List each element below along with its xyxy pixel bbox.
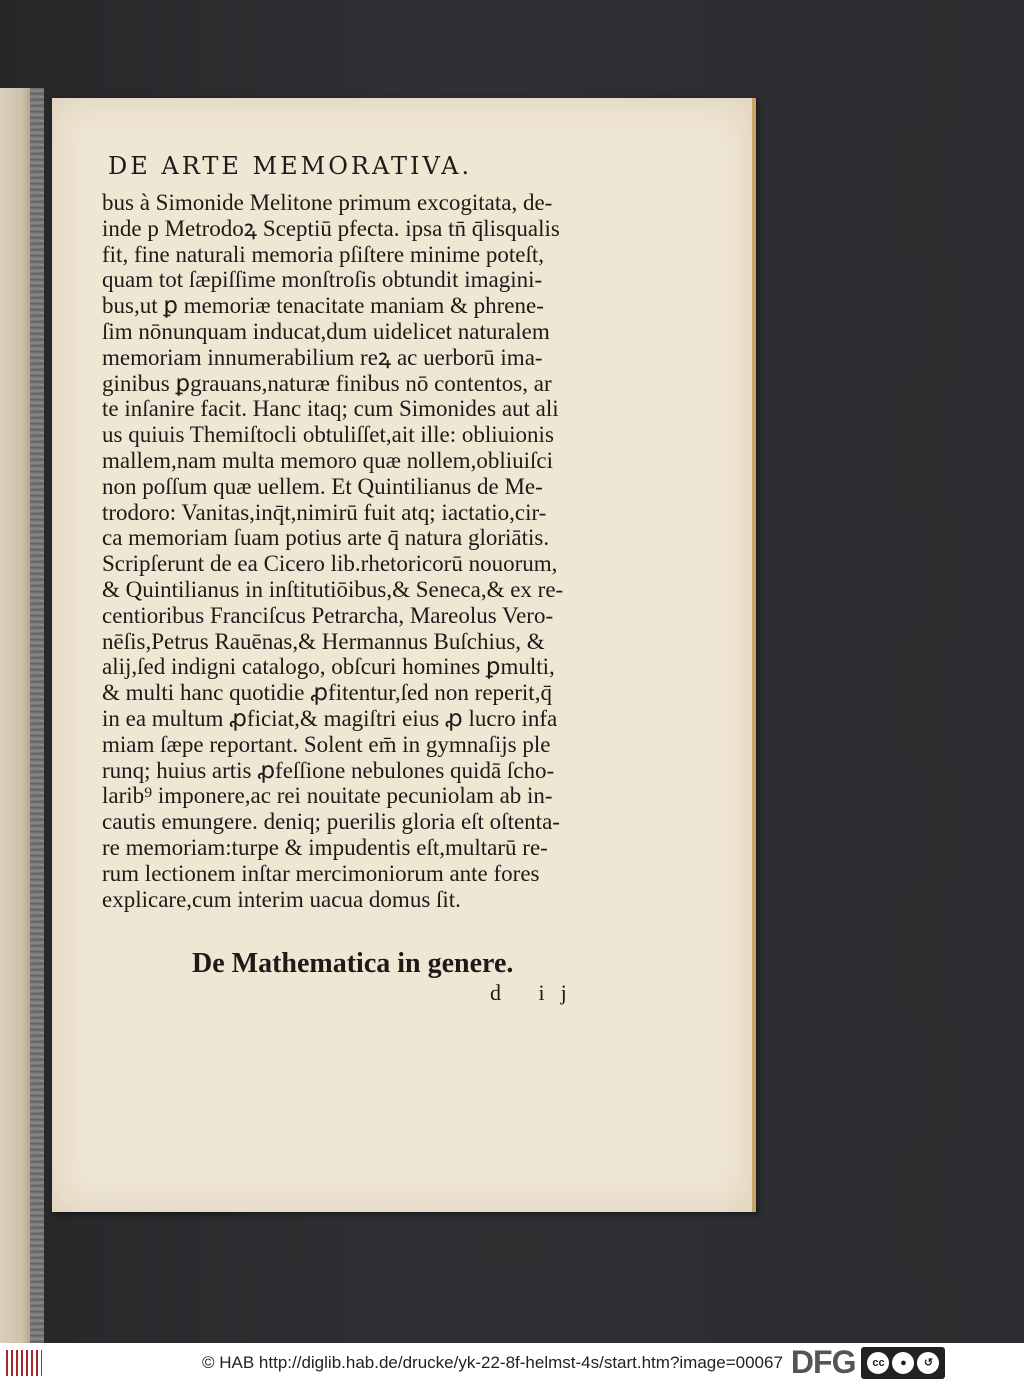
text-line: cautis emungere. deniq; puerilis gloria eſt oſtenta- [102, 809, 560, 835]
sa-icon: ↺ [917, 1352, 939, 1374]
text-line: alij,ſed indigni catalogo, obſcuri homines ꝑmulti, [102, 654, 555, 680]
text-line: explicare,cum interim uacua domus ſit. [102, 886, 461, 912]
copyright-link[interactable]: © HAB http://diglib.hab.de/drucke/yk-22-8f-helmst-4s/start.htm?image=00067 [202, 1352, 783, 1372]
text-line: centioribus Franciſcus Petrarcha, Mareolus Vero- [102, 602, 554, 628]
previous-page-edge [0, 88, 44, 1343]
footer-bar [0, 1343, 1024, 1382]
body-text [102, 190, 662, 912]
text-line: bus à Simonide Melitone primum excogitata, de- [102, 190, 553, 215]
signature-mark: d ij [490, 980, 583, 1006]
running-head: DE ARTE MEMORATIVA. [108, 152, 473, 180]
cc-license-badge[interactable] [861, 1347, 945, 1379]
text-line: larib⁹ imponere,ac rei nouitate pecuniolam ab in- [102, 783, 553, 809]
text-line: runq; huius artis ꝓfeſſione nebulones quidā ſcho- [102, 757, 555, 783]
text-line: te inſanire facit. Hanc itaq; cum Simonides aut ali [102, 396, 559, 422]
text-line: miam ſæpe reportant. Solent em̄ in gymnaſijs ple [102, 731, 551, 757]
text-line: re memoriam:turpe & impudentis eſt,multarū re- [102, 834, 548, 860]
text-line: nēſis,Petrus Rauēnas,& Hermannus Buſchius, & [102, 628, 545, 654]
text-line: & multi hanc quotidie ꝓfitentur,ſed non reperit,q̄ [102, 680, 552, 706]
text-line: us quiuis Themiſtocli obtuliſſet,ait ille: obliuionis [102, 422, 554, 448]
text-line: trodoro: Vanitas,inq̄t,nimirū fuit atq; iactatio,cir- [102, 499, 547, 525]
text-line: mallem,nam multa memoro quæ nollem,obliuiſci [102, 447, 553, 473]
by-icon: ● [892, 1352, 914, 1374]
page-text [102, 152, 662, 1006]
text-line: in ea multum ꝓficiat,& magiſtri eius ꝓ lucro infa [102, 705, 558, 731]
text-line: rum lectionem inſtar mercimoniorum ante fores [102, 860, 540, 886]
text-line: memoriam innumerabilium reꝝ ac uerborū ima- [102, 344, 543, 370]
text-line: ca memoriam ſuam potius arte q̄ natura gloriātis. [102, 525, 550, 551]
dfg-logo[interactable]: DFG [790, 1344, 856, 1380]
text-line: inde p Metrodoꝝ Sceptiū pfecta. ipsa tn̄ q̄lisqualis [102, 215, 560, 241]
text-line: quam tot ſæpiſſime monſtroſis obtundit imagini- [102, 267, 543, 293]
text-line: bus,ut ꝑ memoriæ tenacitate maniam & phrene- [102, 293, 544, 319]
hab-logo-icon[interactable] [6, 1350, 42, 1376]
text-line: ſim nōnunquam inducat,dum uidelicet naturalem [102, 318, 550, 344]
text-line: & Quintilianus in inſtitutiōibus,& Seneca,& ex re- [102, 576, 564, 602]
text-line: ginibus ꝑgrauans,naturæ finibus nō contentos, ar [102, 370, 552, 396]
text-line: fit, fine naturali memoria pſiſtere minime poteſt, [102, 241, 544, 267]
text-line: non poſſum quæ uellem. Et Quintilianus de Me- [102, 473, 543, 499]
cc-icon: cc [867, 1352, 889, 1374]
section-heading: De Mathematica in genere. [192, 948, 514, 980]
text-line: Scripſerunt de ea Cicero lib.rhetoricorū nouorum, [102, 551, 558, 577]
book-page [52, 98, 756, 1212]
